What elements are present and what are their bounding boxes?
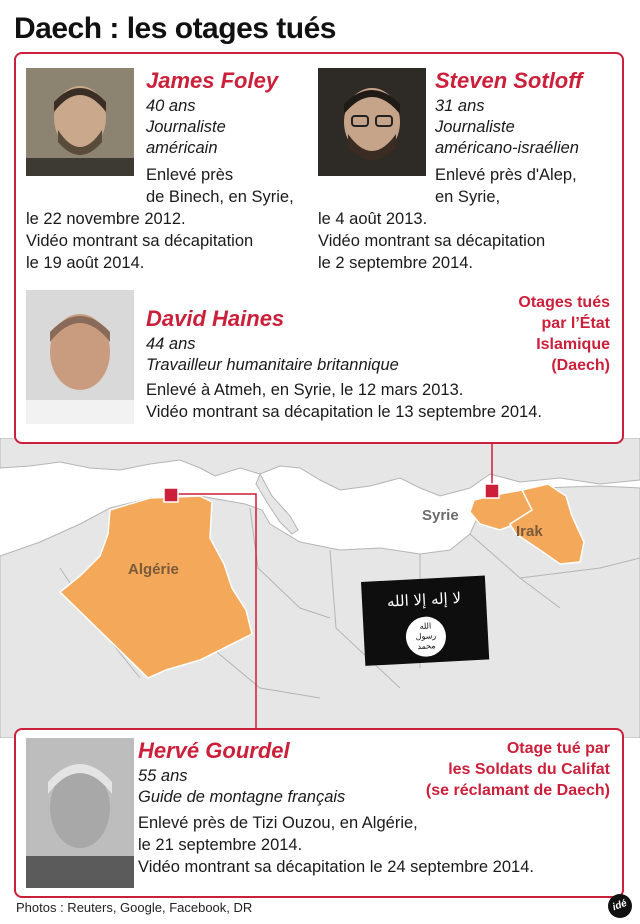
hostage-detail: Enlevé à Atmeh, en Syrie, le 12 mars 2013. <box>146 381 464 399</box>
hostage-detail: en Syrie, <box>435 188 501 206</box>
califat-note-line: (se réclamant de Daech) <box>425 782 610 799</box>
flag-seal-line-3: محمد <box>417 641 436 652</box>
page-title: Daech : les otages tués <box>14 12 336 45</box>
photo-credits: Photos : Reuters, Google, Facebook, DR <box>16 900 253 915</box>
flag-shahada-text: لا إله إلا الله <box>386 588 462 611</box>
hostage-detail: Vidéo montrant sa décapitation <box>318 232 546 250</box>
hostage-detail: Enlevé près d'Alep, <box>435 166 577 184</box>
hostage-detail: le 4 août 2013. <box>318 210 428 228</box>
hostages-panel-daech <box>14 52 624 444</box>
hostage-role: américano-israélien <box>435 139 579 157</box>
califat-note-line: Otage tué par <box>506 740 610 757</box>
hostage-detail: Vidéo montrant sa décapitation le 13 septembre 2014. <box>146 403 542 421</box>
hostage-detail: le 21 septembre 2014. <box>138 836 303 854</box>
hostage-detail: Enlevé près <box>146 166 234 184</box>
hostage-age: 55 ans <box>138 767 188 785</box>
hostage-name: Hervé Gourdel <box>138 738 290 763</box>
hostage-role: Travailleur humanitaire britannique <box>146 356 399 374</box>
map <box>0 438 640 738</box>
daech-note-line: Otages tués <box>518 294 610 311</box>
hostage-detail: le 19 août 2014. <box>26 254 145 272</box>
hostage-role: Journaliste <box>435 118 515 136</box>
hostage-detail: Vidéo montrant sa décapitation le 24 septembre 2014. <box>138 858 534 876</box>
hostage-age: 44 ans <box>146 335 196 353</box>
califat-note <box>426 738 610 801</box>
hostage-detail: le 2 septembre 2014. <box>318 254 474 272</box>
location-marker-icon <box>485 484 499 498</box>
hostage-role: Guide de montagne français <box>138 788 346 806</box>
hostage-detail: Vidéo montrant sa décapitation <box>26 232 254 250</box>
map-label-algerie: Algérie <box>128 561 179 578</box>
hostage-name: James Foley <box>146 68 279 93</box>
califat-note-line: les Soldats du Califat <box>448 761 610 778</box>
daech-note-line: Islamique <box>536 336 610 353</box>
map-label-syrie: Syrie <box>422 507 459 524</box>
hostage-detail: de Binech, en Syrie, <box>146 188 294 206</box>
location-marker-icon <box>164 488 178 502</box>
person-photo-icon <box>26 738 134 888</box>
hostage-name: David Haines <box>146 306 285 331</box>
person-photo-icon <box>26 290 134 424</box>
flag-seal-line-2: رسول <box>415 631 437 642</box>
daech-note-line: (Daech) <box>551 357 610 374</box>
hostage-detail: Enlevé près de Tizi Ouzou, en Algérie, <box>138 814 418 832</box>
publisher-logo: idé <box>605 891 636 922</box>
hostage-role: Journaliste <box>146 118 226 136</box>
daech-note <box>518 292 610 376</box>
flag-icon <box>361 576 489 666</box>
person-photo-icon <box>318 68 426 176</box>
hostage-role: américain <box>146 139 218 157</box>
hostages-panel-califat <box>14 728 624 898</box>
flag-seal-line-1: الله <box>419 621 432 631</box>
person-photo-icon <box>26 68 134 176</box>
map-label-irak: Irak <box>516 523 543 540</box>
hostage-name: Steven Sotloff <box>435 68 583 93</box>
hostage-age: 40 ans <box>146 97 196 115</box>
hostage-detail: le 22 novembre 2012. <box>26 210 186 228</box>
daech-note-line: par l’État <box>541 315 610 332</box>
hostage-age: 31 ans <box>435 97 485 115</box>
